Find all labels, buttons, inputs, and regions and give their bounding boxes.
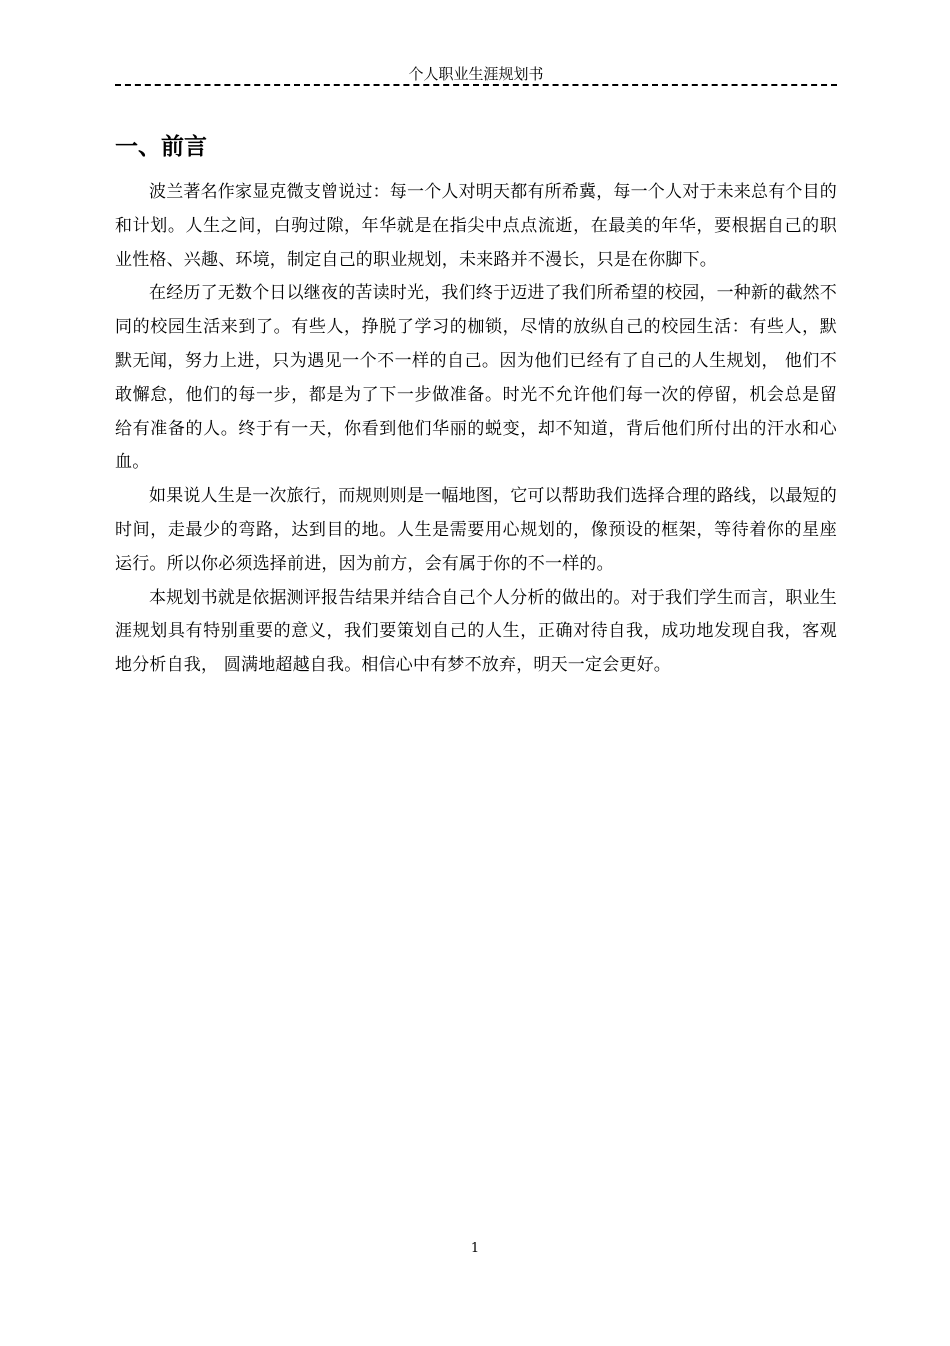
header-title	[115, 65, 837, 83]
paragraph: 本规划书就是依据测评报告结果并结合自己个人分析的做出的。对于我们学生而言，职业生涯规划具有特别重要的意义，我们要策划自己的人生，正确对待自我，成功地发现自我，客观地分析自我， 圆满地超越自我。相信心中有梦不放弃，明天一定会更好。	[115, 587, 837, 676]
paragraph: 如果说人生是一次旅行，而规则则是一幅地图，它可以帮助我们选择合理的路线，以最短的时间，走最少的弯路，达到目的地。人生是需要用心规划的，像预设的框架，等待着你的星座运行。所以你必须选择前进，因为前方，会有属于你的不一样的。	[115, 486, 837, 574]
header-dashed-rule	[115, 84, 837, 86]
page-number: 1	[470, 1241, 480, 1256]
header-title-text: 个人职业生涯规划书	[408, 65, 544, 83]
section-heading: 一、前言	[115, 134, 207, 160]
paragraph: 波兰著名作家显克微支曾说过：每一个人对明天都有所希冀，每一个人对于未来总有个目的和计划。人生之间，白驹过隙，年华就是在指尖中点点流逝，在最美的年华，要根据自己的职业性格、兴趣、环境，制定自己的职业规划，未来路并不漫长，只是在你脚下。	[115, 182, 837, 270]
paragraph: 在经历了无数个日以继夜的苦读时光，我们终于迈进了我们所希望的校园，一种新的截然不同的校园生活来到了。有些人，挣脱了学习的枷锁，尽情的放纵自己的校园生活：有些人，默默无闻，努力上进，只为遇见一个不一样的自己。因为他们已经有了自己的人生规划， 他们不敢懈怠，他们的每一步，都是为了下一步做准备。时光不允许他们每一次的停留，机会总是留给有准备的人。终于有一天，你看到他们华丽的蜕变，却不知道，背后他们所付出的汗水和心血。	[115, 283, 837, 473]
page-header	[115, 62, 837, 90]
body-text	[115, 176, 837, 683]
